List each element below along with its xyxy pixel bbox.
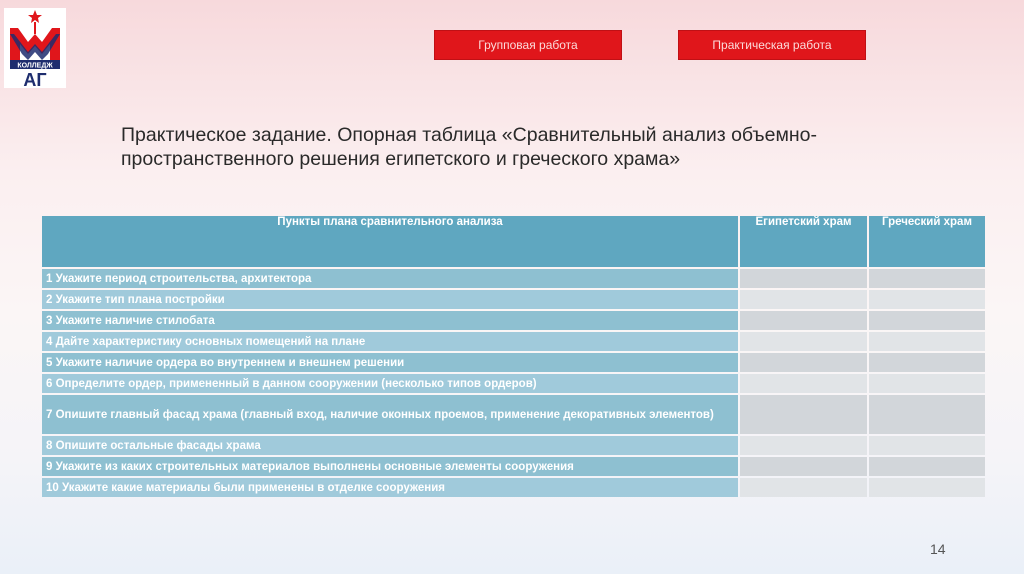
greek-cell[interactable] <box>869 269 985 288</box>
page-number: 14 <box>930 541 946 557</box>
group-work-button[interactable]: Групповая работа <box>434 30 622 60</box>
greek-cell[interactable] <box>869 311 985 330</box>
header-greek-temple: Греческий храм <box>869 216 985 267</box>
greek-cell[interactable] <box>869 353 985 372</box>
table-header-row <box>42 216 985 267</box>
row-label: 2 Укажите тип плана постройки <box>42 290 738 309</box>
greek-cell[interactable] <box>869 436 985 455</box>
header-plan-points: Пункты плана сравнительного анализа <box>42 216 738 267</box>
egyptian-cell[interactable] <box>740 395 867 434</box>
row-label: 6 Определите ордер, примененный в данном сооружении (несколько типов ордеров) <box>42 374 738 393</box>
college-logo <box>4 8 66 88</box>
egyptian-cell[interactable] <box>740 374 867 393</box>
comparison-table <box>40 214 987 499</box>
page-title <box>121 123 941 171</box>
row-label: 3 Укажите наличие стилобата <box>42 311 738 330</box>
egyptian-cell[interactable] <box>740 436 867 455</box>
table-row <box>42 478 985 497</box>
row-label: 10 Укажите какие материалы были применены в отделке сооружения <box>42 478 738 497</box>
greek-cell[interactable] <box>869 374 985 393</box>
egyptian-cell[interactable] <box>740 457 867 476</box>
table-row <box>42 395 985 434</box>
greek-cell[interactable] <box>869 478 985 497</box>
table-row <box>42 290 985 309</box>
egyptian-cell[interactable] <box>740 269 867 288</box>
table-row <box>42 269 985 288</box>
header-egyptian-temple: Египетский храм <box>740 216 867 267</box>
practical-work-button[interactable]: Практическая работа <box>678 30 866 60</box>
row-label: 4 Дайте характеристику основных помещений на плане <box>42 332 738 351</box>
egyptian-cell[interactable] <box>740 332 867 351</box>
college-logo-icon <box>4 8 66 88</box>
svg-text:КОЛЛЕДЖ: КОЛЛЕДЖ <box>17 62 53 70</box>
greek-cell[interactable] <box>869 332 985 351</box>
table-row <box>42 436 985 455</box>
row-label: 7 Опишите главный фасад храма (главный вход, наличие оконных проемов, применение декоративных элементов) <box>42 395 738 434</box>
title-line-1: Практическое задание. Опорная таблица «Сравнительный анализ объемно- <box>121 124 817 146</box>
row-label: 5 Укажите наличие ордера во внутреннем и внешнем решении <box>42 353 738 372</box>
egyptian-cell[interactable] <box>740 311 867 330</box>
table-row <box>42 457 985 476</box>
table-row <box>42 311 985 330</box>
egyptian-cell[interactable] <box>740 478 867 497</box>
egyptian-cell[interactable] <box>740 290 867 309</box>
greek-cell[interactable] <box>869 395 985 434</box>
table-row <box>42 332 985 351</box>
greek-cell[interactable] <box>869 457 985 476</box>
table-row <box>42 353 985 372</box>
table-row <box>42 374 985 393</box>
title-line-2: пространственного решения египетского и греческого храма» <box>121 148 681 170</box>
row-label: 9 Укажите из каких строительных материалов выполнены основные элементы сооружения <box>42 457 738 476</box>
egyptian-cell[interactable] <box>740 353 867 372</box>
svg-text:АГ: АГ <box>23 70 47 88</box>
row-label: 8 Опишите остальные фасады храма <box>42 436 738 455</box>
row-label: 1 Укажите период строительства, архитектора <box>42 269 738 288</box>
greek-cell[interactable] <box>869 290 985 309</box>
